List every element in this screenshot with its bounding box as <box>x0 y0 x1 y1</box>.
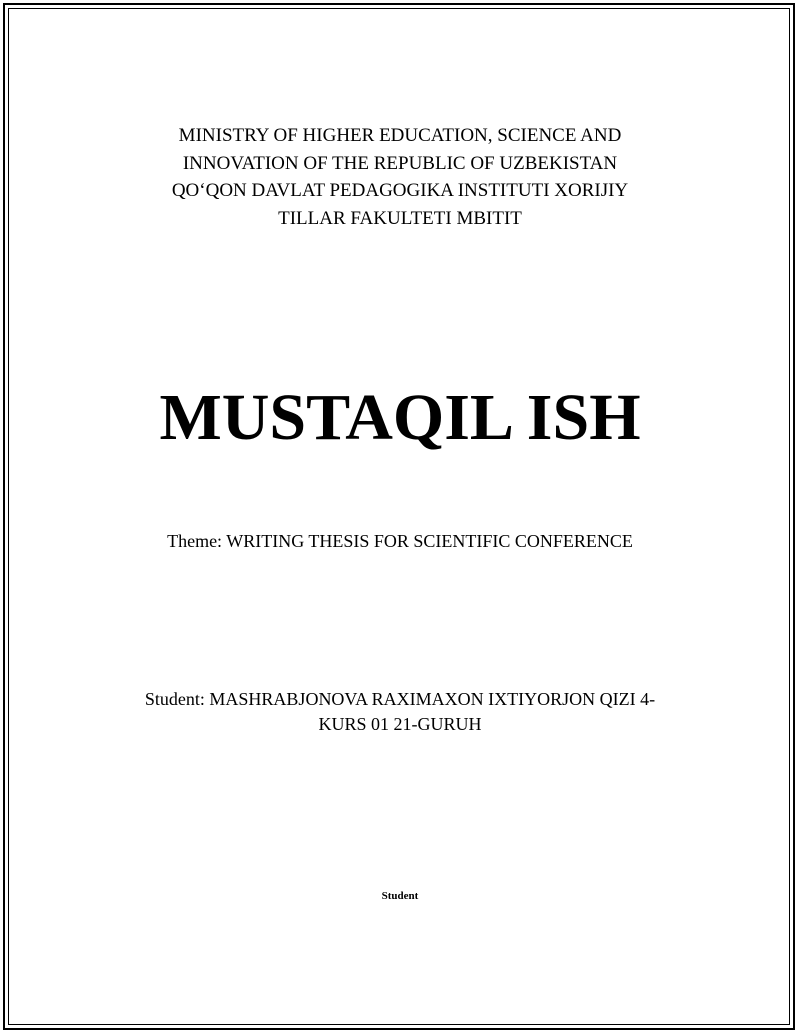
header-line: QO‘QON DAVLAT PEDAGOGIKA INSTITUTI XORIJIY <box>171 180 629 201</box>
header-line: MINISTRY OF HIGHER EDUCATION, SCIENCE AND <box>178 125 622 146</box>
header-line: INNOVATION OF THE REPUBLIC OF UZBEKISTAN <box>182 152 618 174</box>
document-theme: Theme: WRITING THESIS FOR SCIENTIFIC CONFERENCE <box>167 531 633 551</box>
document-title: MUSTAQIL ISH <box>159 381 641 454</box>
student-info-line: Student: MASHRABJONOVA RAXIMAXON IXTIYORJON QIZI 4- <box>144 689 656 709</box>
student-info <box>100 687 700 737</box>
institution-header <box>100 122 700 232</box>
header-line: TILLAR FAKULTETI MBITIT <box>278 207 522 229</box>
student-label: Student <box>381 890 419 902</box>
student-info-line: KURS 01 21-GURUH <box>318 714 482 734</box>
